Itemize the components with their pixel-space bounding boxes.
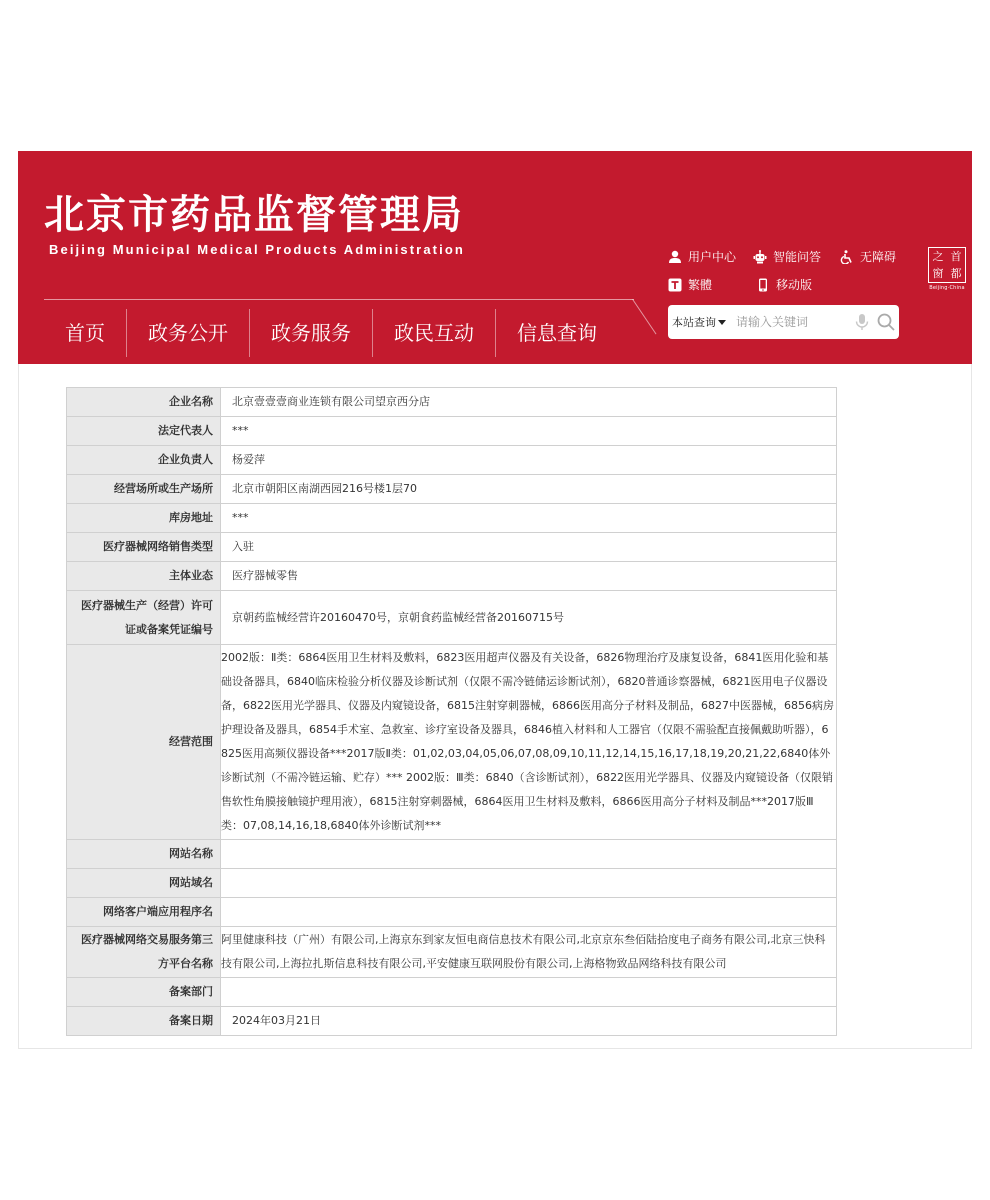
field-value (221, 978, 837, 1007)
field-value (221, 898, 837, 927)
field-label: 经营范围 (67, 645, 221, 840)
table-row (67, 869, 837, 898)
site-title[interactable]: 北京市药品监督管理局 (44, 192, 464, 238)
smart-qa-link[interactable] (753, 249, 821, 265)
microphone-icon[interactable] (854, 313, 870, 331)
field-value: 入驻 (221, 533, 837, 562)
field-value (221, 840, 837, 869)
nav-public-interaction[interactable]: 政民互动 (373, 309, 496, 357)
field-label: 企业负责人 (67, 446, 221, 475)
field-label: 备案日期 (67, 1007, 221, 1036)
accessibility-icon (840, 250, 854, 264)
table-row (67, 388, 837, 417)
field-label: 备案部门 (67, 978, 221, 1007)
field-value: *** (221, 417, 837, 446)
table-row (67, 562, 837, 591)
table-row (67, 978, 837, 1007)
mobile-version-label: 移动版 (776, 278, 813, 292)
mobile-icon (756, 278, 770, 292)
traditional-chinese-icon (668, 278, 682, 292)
table-row (67, 591, 837, 645)
nav-divider-line (44, 299, 634, 300)
mobile-version-link[interactable] (756, 277, 812, 293)
user-center-label: 用户中心 (688, 250, 737, 264)
seal-caption: Beijing·China (929, 285, 965, 291)
table-row (67, 840, 837, 869)
traditional-chinese-label: 繁體 (688, 278, 713, 292)
field-label: 医疗器械生产（经营）许可证或备案凭证编号 (67, 591, 221, 645)
table-row (67, 417, 837, 446)
enterprise-record-table (66, 387, 837, 1036)
field-value: 2002版：Ⅱ类：6864医用卫生材料及敷料，6823医用超声仪器及有关设备，6826物理治疗及康复设备，6841医用化验和基础设备器具，6840临床检验分析仪器及诊断试剂（仅限不需冷链储运诊断试剂），6820普通诊察器械，6821医用电子仪器设备，6822医用光学器具、仪器及内窥镜设备，6815注射穿刺器械，6866医用高分子材料及制品，6827中医器械，6856病房护理设备及器具，6854手术室、急救室、诊疗室设备及器具，6846植入材料和人工器官（仅限不需验配直接佩戴助听器），6825医用高频仪器设备***2017版Ⅱ类：01,02,03,04,05,06,07,08,09,10,11,12,14,15,16,17,18,19,20,21,22,6840体外诊断试剂（不需冷链运输、贮存）*** 2002版：Ⅲ类：6840（含诊断试剂），6822医用光学器具、仪器及内窥镜设备（仅限销售软性角膜接触镜护理用液），6815注射穿刺器械，6864医用卫生材料及敷料，6866医用高分子材料及制品***2017版Ⅲ类：07,08,14,16,18,6840体外诊断试剂*** (221, 645, 837, 840)
field-label: 法定代表人 (67, 417, 221, 446)
table-row (67, 645, 837, 840)
capital-window-seal[interactable] (928, 247, 966, 293)
field-label: 网站域名 (67, 869, 221, 898)
field-value: 杨爱萍 (221, 446, 837, 475)
field-label: 库房地址 (67, 504, 221, 533)
search-icon[interactable] (876, 312, 896, 332)
search-box (668, 305, 899, 339)
field-value: 医疗器械零售 (221, 562, 837, 591)
table-row (67, 927, 837, 978)
robot-icon (753, 250, 767, 264)
table-row (67, 898, 837, 927)
table-row (67, 475, 837, 504)
main-nav (44, 309, 618, 357)
table-row (67, 446, 837, 475)
field-label: 企业名称 (67, 388, 221, 417)
field-value (221, 869, 837, 898)
field-label: 主体业态 (67, 562, 221, 591)
nav-home[interactable]: 首页 (44, 309, 127, 357)
nav-government-affairs[interactable]: 政务公开 (127, 309, 250, 357)
accessibility-label: 无障碍 (860, 250, 897, 264)
search-scope-label: 本站查询 (672, 316, 716, 329)
field-label: 医疗器械网络销售类型 (67, 533, 221, 562)
smart-qa-label: 智能问答 (773, 250, 822, 264)
field-value: 2024年03月21日 (221, 1007, 837, 1036)
seal-characters: 之 首 窗 都 (928, 247, 966, 283)
field-value: 北京壹壹壹商业连锁有限公司望京西分店 (221, 388, 837, 417)
field-value: 阿里健康科技（广州）有限公司,上海京东到家友恒电商信息技术有限公司,北京京东叁佰陆拾度电子商务有限公司,北京三快科技有限公司,上海拉扎斯信息科技有限公司,平安健康互联网股份有限公司,上海格物致品网络科技有限公司 (221, 927, 837, 978)
search-scope-select[interactable] (668, 314, 730, 330)
nav-government-services[interactable]: 政务服务 (250, 309, 373, 357)
accessibility-link[interactable] (840, 249, 896, 265)
chevron-down-icon (718, 320, 726, 325)
site-header (18, 151, 972, 364)
field-label: 医疗器械网络交易服务第三方平台名称 (67, 927, 221, 978)
search-input[interactable] (730, 315, 848, 329)
field-value: *** (221, 504, 837, 533)
nav-divider-slant (632, 299, 656, 334)
table-row (67, 533, 837, 562)
user-center-link[interactable] (668, 249, 736, 265)
traditional-chinese-link[interactable] (668, 277, 712, 293)
field-value: 京朝药监械经营许20160470号，京朝食药监械经营备20160715号 (221, 591, 837, 645)
field-label: 网站名称 (67, 840, 221, 869)
site-subtitle: Beijing Municipal Medical Products Administration (49, 242, 465, 257)
field-label: 网络客户端应用程序名 (67, 898, 221, 927)
user-icon (668, 250, 682, 264)
nav-info-query[interactable]: 信息查询 (517, 321, 597, 345)
table-row (67, 1007, 837, 1036)
field-value: 北京市朝阳区南湖西园216号楼1层70 (221, 475, 837, 504)
table-row (67, 504, 837, 533)
field-label: 经营场所或生产场所 (67, 475, 221, 504)
